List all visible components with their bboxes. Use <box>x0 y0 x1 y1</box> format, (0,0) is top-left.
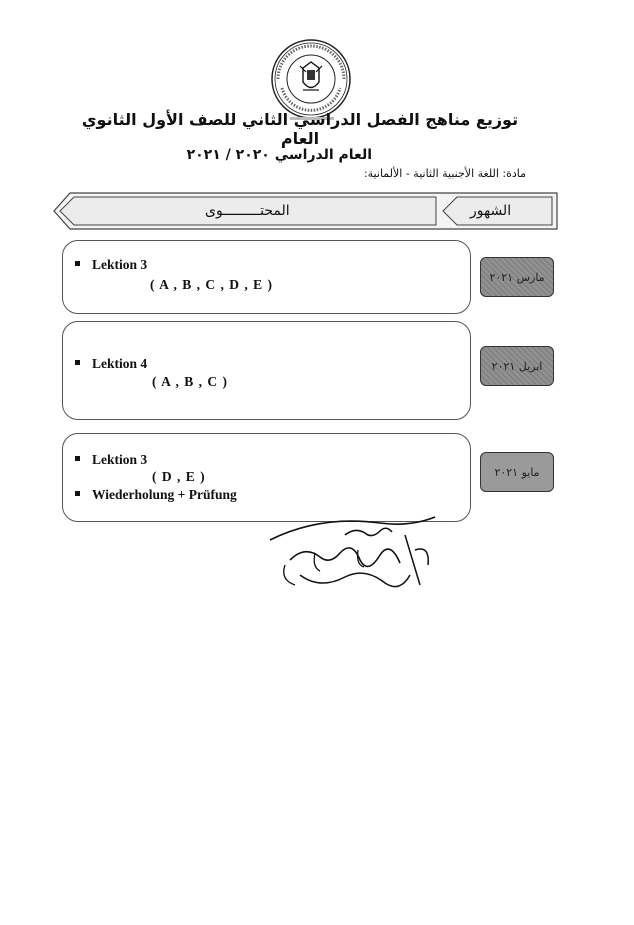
sublist-text: ( D , E ) <box>152 469 206 484</box>
list-item-text: Lektion 4 <box>92 356 148 371</box>
list-item-text: Lektion 3 <box>92 452 148 467</box>
bullet-icon <box>75 261 80 266</box>
list-item <box>75 487 237 503</box>
month-badge-april: ابريل ٢٠٢١ <box>480 346 554 386</box>
sublist-text: ( A , B , C , D , E ) <box>150 277 274 292</box>
month-badge-may: مايو ٢٠٢١ <box>480 452 554 492</box>
page-title: توزيع مناهج الفصل الدراسي الثاني للصف الأول الثانوي العام <box>81 110 519 148</box>
header-months-label: الشهور <box>470 203 512 219</box>
list-item <box>75 257 147 273</box>
list-item-text: Lektion 3 <box>92 257 148 272</box>
month-badge-march: مارس ٢٠٢١ <box>480 257 554 297</box>
list-item <box>75 452 147 468</box>
ministry-seal-logo <box>270 38 352 120</box>
subject-line: مادة: اللغة الأجنبية الثانية - الألمانية: <box>363 167 526 180</box>
bullet-icon <box>75 456 80 461</box>
header-content-label: المحتـــــــــوى <box>205 203 290 219</box>
bullet-icon <box>75 491 80 496</box>
sublist-text: ( A , B , C ) <box>152 374 229 389</box>
list-item-text: Wiederholung + Prüfung <box>92 487 237 502</box>
list-item <box>75 356 147 372</box>
bullet-icon <box>75 360 80 365</box>
handwritten-signature <box>260 505 450 600</box>
academic-year: العام الدراسي ٢٠٢٠ / ٢٠٢١ <box>186 147 372 163</box>
